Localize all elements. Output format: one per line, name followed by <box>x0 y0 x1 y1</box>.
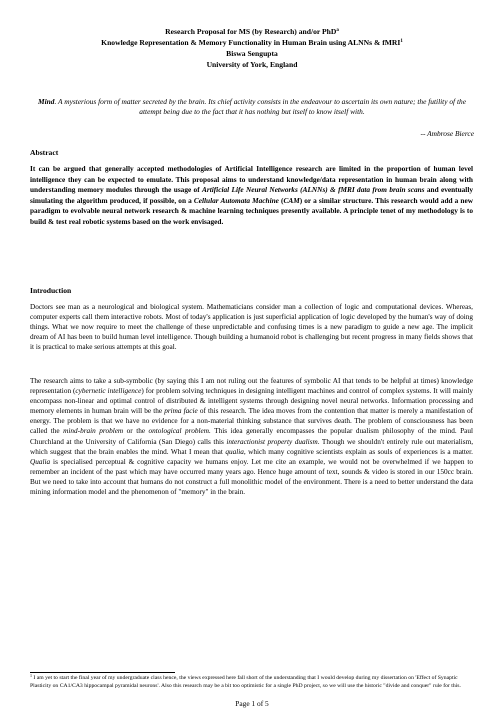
intro-paragraph-1: Doctors see man as a neurological and biological system. Mathematicians consider man a collection of logic and computational devices. Whereas, computer experts call them interactive robots. Most of today's application is just superficial application of logic developed by the human's way of doing things. What we now require to meet the challenge of these unpredictable and confusing times is a new paradigm to guide a new age. The implicit dream of AI has been to build human level intelligence. Though building a humanoid robot is challenging but recent progress in many fields shows that it is practical to make serious attempts at this goal. <box>30 303 473 352</box>
epigraph: Mind. A mysterious form of matter secreted by the brain. Its chief activity consists in the endeavour to ascertain its own nature; the futility of the attempt being due to the fact that it has nothing but itself to know itself with. <box>38 97 466 117</box>
footnote-separator <box>30 672 175 673</box>
intro-paragraph-2: The research aims to take a sub-symbolic (by saying this I am not ruling out the features of symbolic AI that tends to be helpful at times) knowledge representation (cybernetic intelligence) for problem solving techniques in designing intelligent machines and control of complex systems. It will mainly encompass non-linear and optimal control of distributed & intelligent systems through designing novel neural networks. Information processing and memory elements in human brain will be the prima facie of this research. The idea moves from the contention that matter is merely a manifestation of energy. The problem is that we have no evidence for a non-material thinking substance that survives death. The problem of consciousness has been called the mind-brain problem or the ontological problem. This idea generally encompasses the popular dualism philosophy of the mind. Paul Churchland at the University of California (San Diego) calls this interactionist property dualism. Though we shouldn't entirely rule out materialism, which suggest that the brain enables the mind. What I mean that qualia, which many cognitive scientists explain as souls of experiences is a matter. Qualia is specialised perceptual & cognitive capacity we humans enjoy. Let me cite an example, we would not be overwhelmed if we happen to remember an incident of the past which may have occurred many years ago. Hence huge amount of text, sounds & video is stored in our 150cc brain. But we need to take into account that humans do not construct a full monolithic model of the environment. There is a need to better understand the data mining information model and the phenomenon of "memory" in the brain. <box>30 377 474 497</box>
proposal-type-heading: Research Proposal for MS (by Research) and/or PhD$^a$ <box>165 27 339 36</box>
abstract-paragraph: It can be argued that generally accepted methodologies of Artificial Intelligence research are limited in the proportion of human level intelligence they can be expected to emulate. This proposal aims to understand knowledge/data representation in human brain along with understanding memory modules through the usage of Artificial Life Neural Networks (ALNNs) & fMRI data from brain scans and eventually simulating the algorithm produced, if possible, on a Cellular Automata Machine (CAM) or a similar structure. This research would add a new paradigm to evolvable neural network research & machine learning techniques presently available. A principle tenet of my methodology is to build & test real robotic systems based on the work envisaged. <box>30 164 473 226</box>
introduction-heading: Introduction <box>30 286 72 295</box>
epigraph-attribution: -- Ambrose Bierce <box>420 129 474 138</box>
author-affiliation: University of York, England <box>206 60 298 69</box>
abstract-heading: Abstract <box>30 148 59 157</box>
paper-title: Knowledge Representation & Memory Functionality in Human Brain using ALNNs & fMRI$^1$ <box>101 38 403 47</box>
footnote: $^1$ I am yet to start the final year of my undergraduate class hence, the views expressed here fall short of the understanding that I would develop during my dissertation on 'Effect of Synaptic Plasticity on CA1/CA3 hippocampal pyramidal neurons'. Also this research may be a bit too optimistic for a single PhD project, so we will use the historic "divide and conquer" rule for this. <box>30 673 461 689</box>
page-number: Page 1 of 5 <box>235 699 269 708</box>
author-name: Biswa Sengupta <box>226 49 278 58</box>
